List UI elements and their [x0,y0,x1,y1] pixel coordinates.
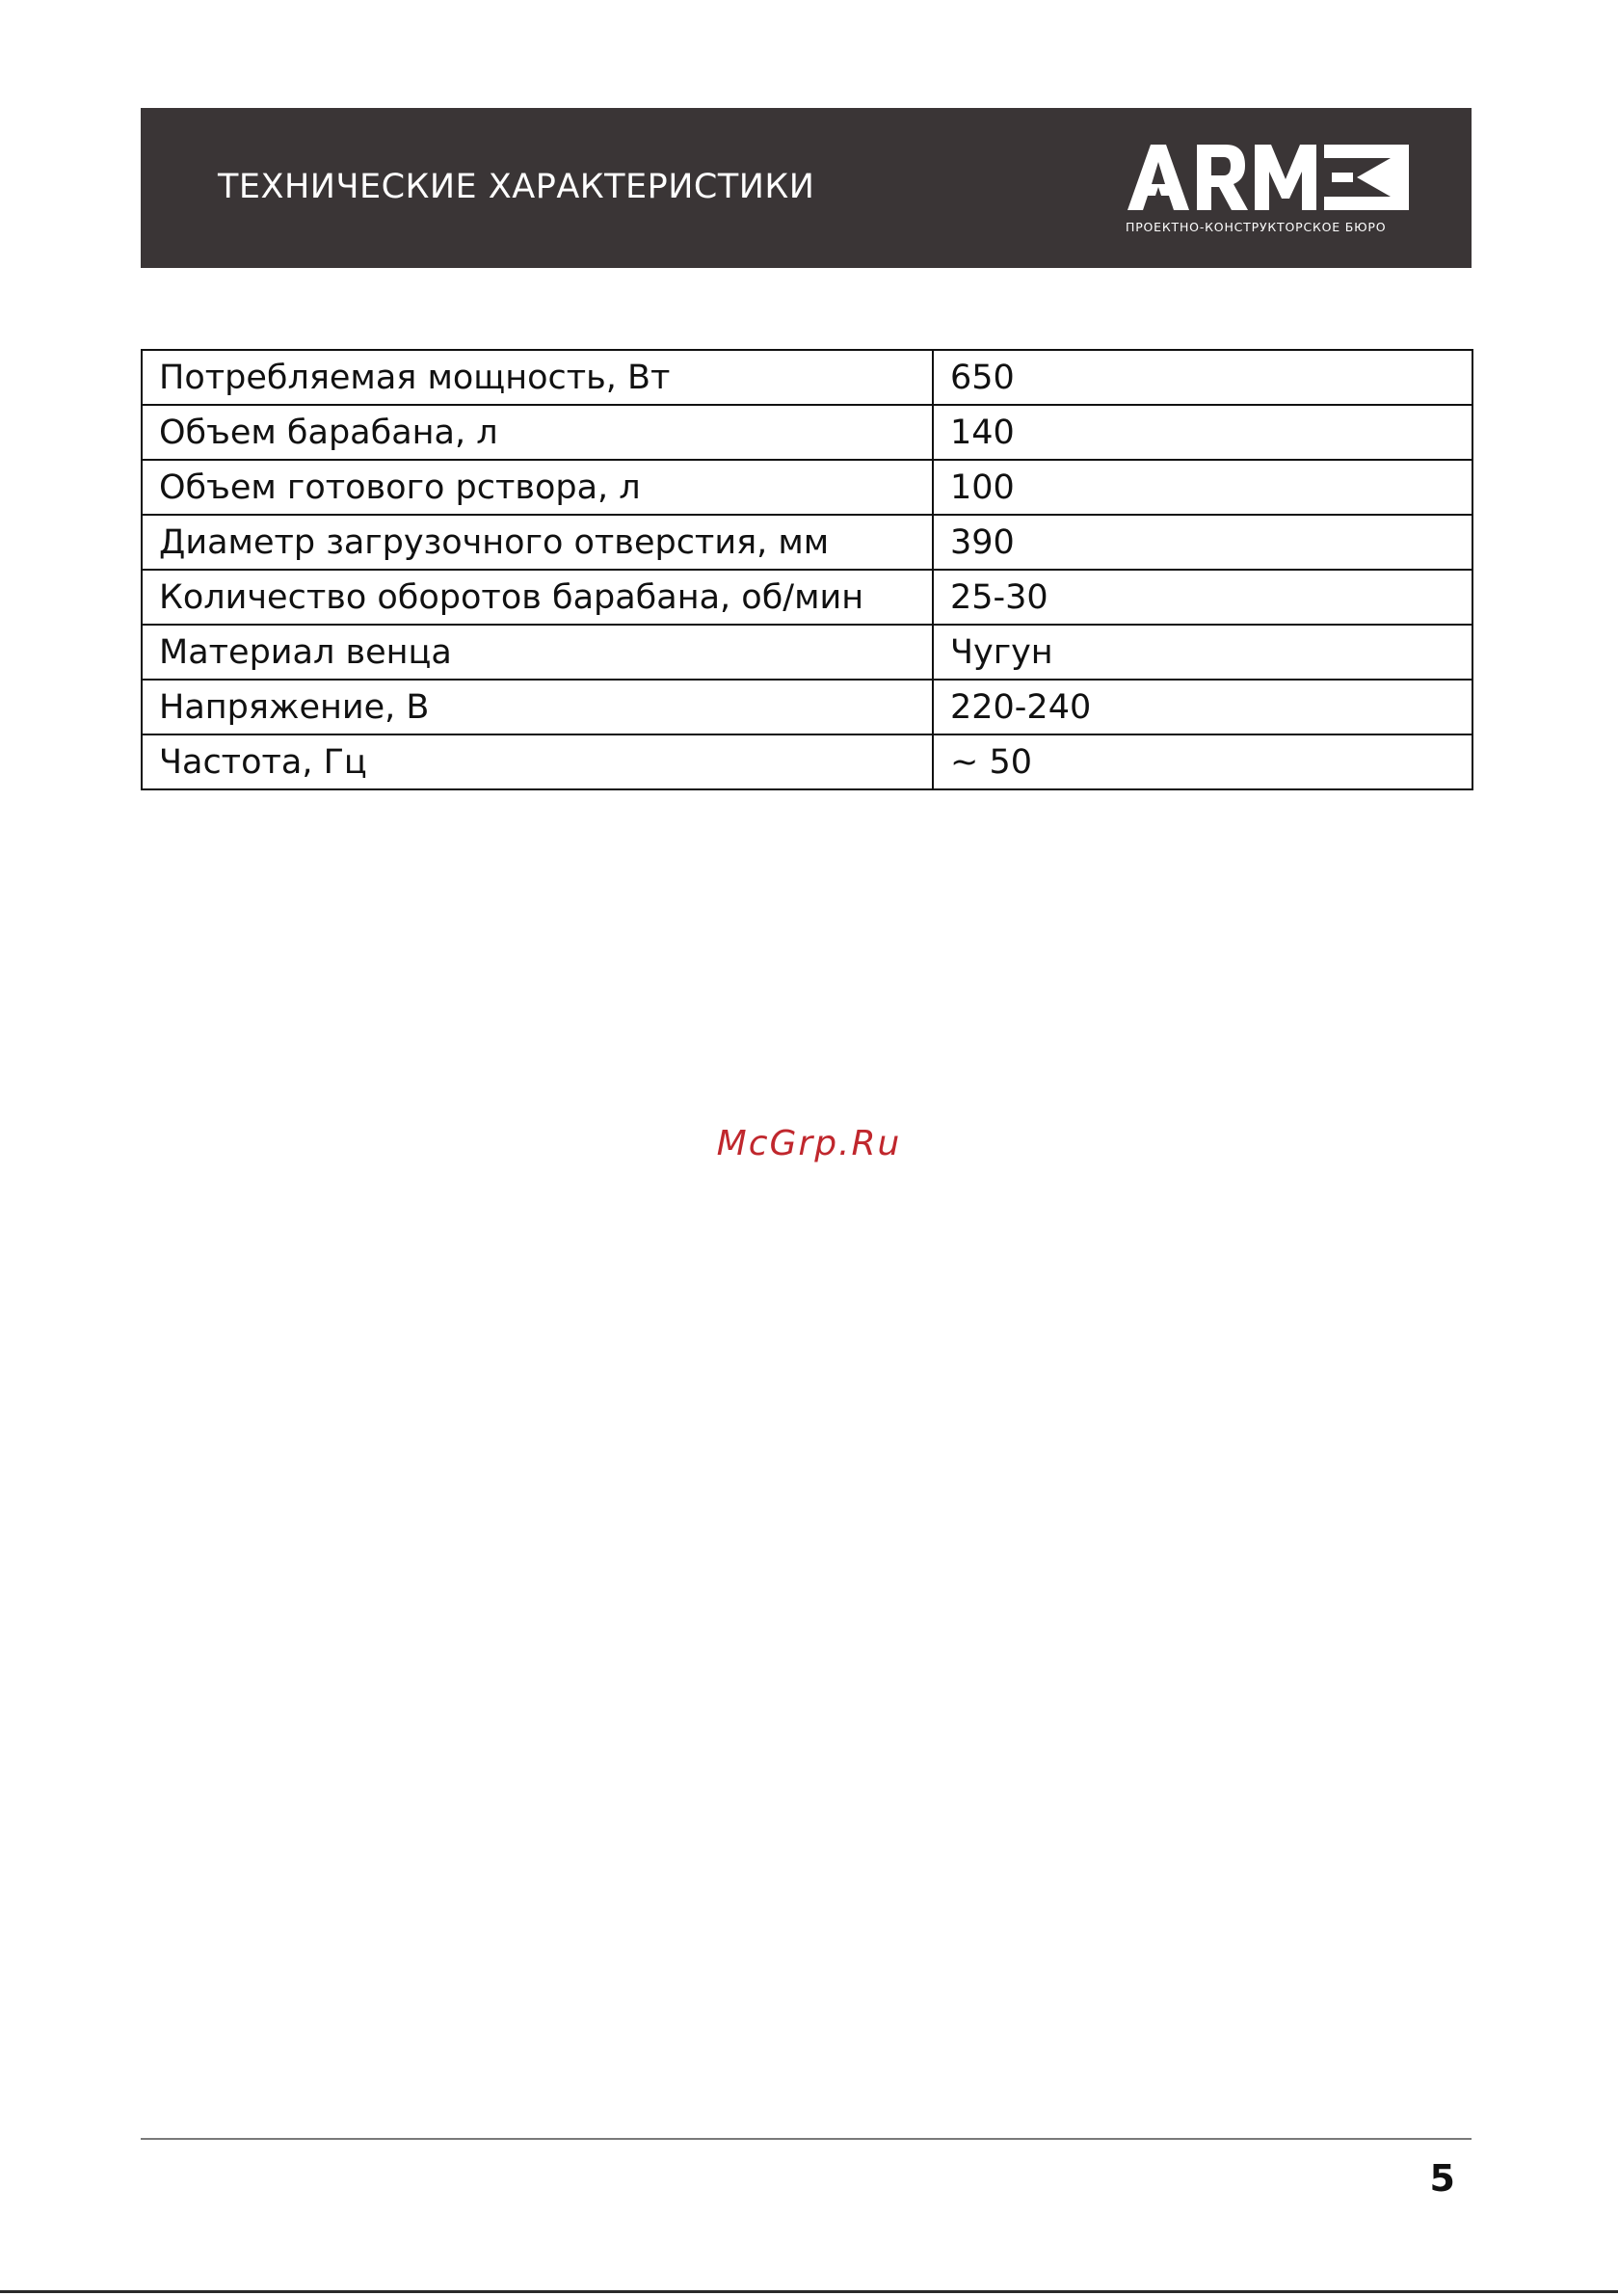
table-row [142,460,1472,515]
page-number: 5 [1429,2157,1455,2200]
header-band [141,108,1472,268]
watermark-link[interactable]: McGrp.Ru [716,1124,902,1163]
param-cell: Напряжение, В [142,680,933,734]
value-cell: 100 [933,460,1472,515]
param-cell: Потребляемая мощность, Вт [142,350,933,405]
specifications-table [141,349,1473,790]
page-bottom-edge [0,2290,1618,2293]
value-cell: 140 [933,405,1472,460]
value-cell: Чугун [933,625,1472,680]
brand-logo [1126,143,1415,239]
param-cell: Объем готового рствора, л [142,460,933,515]
table-row [142,515,1472,570]
param-cell: Количество оборотов барабана, об/мин [142,570,933,625]
table-row [142,570,1472,625]
value-cell: 390 [933,515,1472,570]
brand-subtitle: ПРОЕКТНО-КОНСТРУКТОРСКОЕ БЮРО [1126,220,1387,234]
param-cell: Объем барабана, л [142,405,933,460]
table-row [142,405,1472,460]
arm-logo-icon [1126,143,1411,212]
param-cell: Диаметр загрузочного отверстия, мм [142,515,933,570]
param-cell: Материал венца [142,625,933,680]
param-cell: Частота, Гц [142,734,933,789]
value-cell: 650 [933,350,1472,405]
value-cell: 220-240 [933,680,1472,734]
table-row [142,734,1472,789]
table-row [142,680,1472,734]
table-row [142,625,1472,680]
page-title: ТЕХНИЧЕСКИЕ ХАРАКТЕРИСТИКИ [218,168,815,206]
table-row [142,350,1472,405]
value-cell: ~ 50 [933,734,1472,789]
footer-divider [141,2138,1472,2140]
value-cell: 25-30 [933,570,1472,625]
